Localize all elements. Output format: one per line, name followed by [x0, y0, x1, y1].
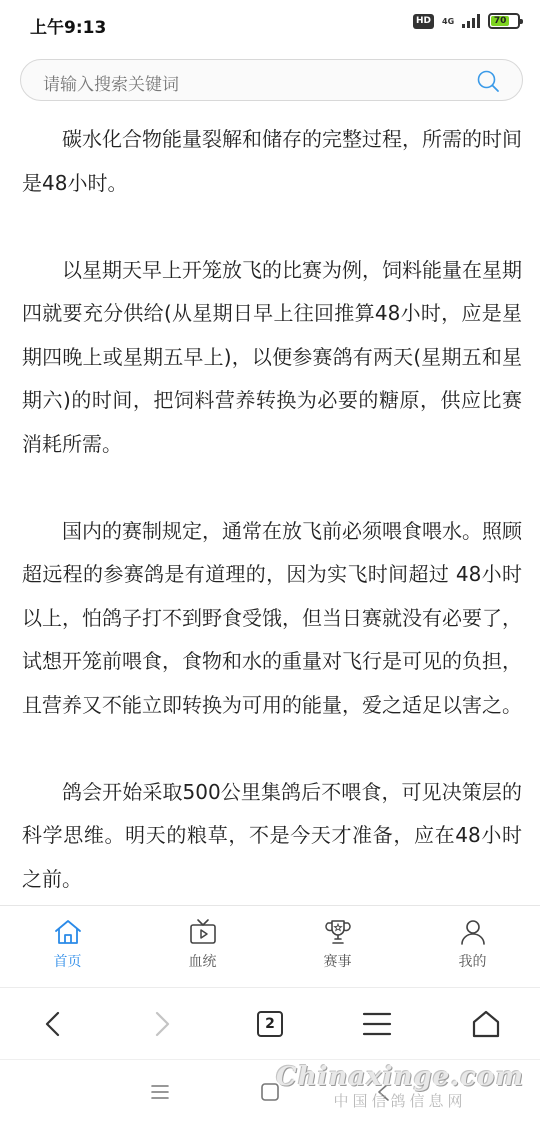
status-icons	[413, 13, 520, 29]
tab-mine[interactable]	[405, 906, 540, 987]
browser-home-button[interactable]	[469, 1007, 503, 1041]
tab-bloodline[interactable]	[135, 906, 270, 987]
browser-nav-bar	[0, 987, 540, 1059]
signal-icon	[462, 14, 480, 28]
tv-icon	[187, 916, 219, 948]
watermark-subtitle: 中国信鸽信息网	[333, 1092, 467, 1110]
tabs-button[interactable]	[253, 1007, 287, 1041]
search-input[interactable]: 请输入搜索关键词	[43, 75, 179, 95]
watermark-title: Chinaxinge.com	[276, 1062, 524, 1092]
user-icon	[457, 916, 489, 948]
hd-badge: HD	[413, 14, 434, 29]
trophy-icon	[322, 916, 354, 948]
battery-icon	[488, 13, 520, 29]
tab-count: 2	[257, 1011, 283, 1037]
tab-events-label: 赛事	[323, 954, 352, 970]
status-bar	[0, 0, 540, 46]
tab-home-label: 首页	[53, 954, 82, 970]
chevron-right-icon	[152, 1010, 172, 1038]
status-time: 上午9:13	[30, 18, 107, 38]
search-bar[interactable]	[20, 59, 523, 101]
article-body	[22, 118, 522, 905]
menu-button[interactable]	[360, 1007, 394, 1041]
tab-events[interactable]	[270, 906, 405, 987]
tab-bloodline-label: 血统	[188, 954, 217, 970]
article-paragraph: 以星期天早上开笼放飞的比赛为例，饲料能量在星期四就要充分供给(从星期日早上往回推算48小时，应是星期四晚上或星期五早上)，以便参赛鸽有两天(星期五和星期六)的时间，把饲料营养转换为必要的糖原，供应比赛消耗所需。	[22, 257, 522, 456]
article-paragraph: 碳水化合物能量裂解和储存的完整过程，所需的时间是48小时。	[22, 127, 522, 195]
site-watermark	[276, 1062, 524, 1111]
battery-level: 70	[491, 16, 509, 26]
back-button[interactable]	[36, 1007, 70, 1041]
home-icon	[52, 916, 84, 948]
chevron-left-icon	[43, 1010, 63, 1038]
network-type: 4G	[442, 16, 455, 26]
search-icon[interactable]	[476, 69, 500, 93]
menu-icon	[362, 1010, 392, 1038]
tab-home[interactable]	[0, 906, 135, 987]
tab-mine-label: 我的	[458, 954, 487, 970]
article-paragraph: 国内的赛制规定，通常在放飞前必须喂食喂水。照顾超远程的参赛鸽是有道理的，因为实飞时间超过 48小时以上，怕鸽子打不到野食受饿，但当日赛就没有必要了，试想开笼前喂食，食物和水的重量对飞行是可见的负担，且营养又不能立即转换为可用的能量，爱之适足以害之。	[22, 518, 522, 717]
home-outline-icon	[471, 1009, 501, 1039]
recents-icon[interactable]	[148, 1080, 172, 1104]
article-paragraph: 鸽会开始采取500公里集鸽后不喂食，可见决策层的科学思维。明天的粮草，不是今天才准备，应在48小时之前。	[22, 779, 522, 891]
forward-button[interactable]	[145, 1007, 179, 1041]
bottom-tab-bar	[0, 905, 540, 987]
